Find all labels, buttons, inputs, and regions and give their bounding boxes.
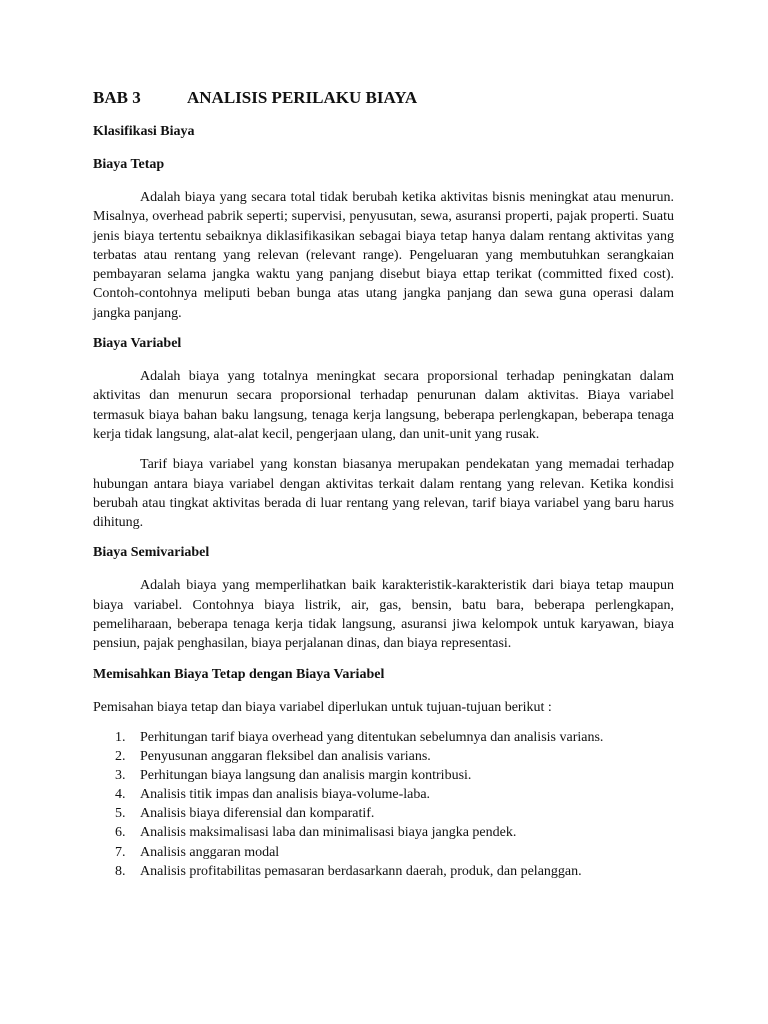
heading-biaya-variabel: Biaya Variabel: [93, 336, 182, 352]
list-item: [93, 747, 674, 766]
list-item: [93, 728, 674, 747]
chapter-title: [93, 87, 674, 109]
list-item-text: Perhitungan tarif biaya overhead yang ditentukan sebelumnya dan analisis varians.: [140, 729, 604, 745]
list-item-text: Penyusunan anggaran fleksibel dan analisis varians.: [140, 749, 431, 765]
list-item-text: Analisis anggaran modal: [140, 844, 280, 860]
chapter-name: ANALISIS PERILAKU BIAYA: [187, 88, 418, 107]
heading-memisahkan-biaya: Memisahkan Biaya Tetap dengan Biaya Variabel: [93, 666, 385, 682]
list-item-text: Analisis maksimalisasi laba dan minimalisasi biaya jangka pendek.: [140, 825, 517, 841]
list-item-number: 7.: [115, 844, 126, 860]
document-page: [93, 87, 674, 881]
list-item-number: 4.: [115, 787, 126, 803]
list-item-number: 3.: [115, 768, 126, 784]
list-item-text: Analisis titik impas dan analisis biaya-volume-laba.: [140, 787, 431, 803]
list-item-text: Perhitungan biaya langsung dan analisis margin kontribusi.: [140, 768, 472, 784]
list-item: [93, 843, 674, 862]
list-item: [93, 823, 674, 842]
list-item-number: 2.: [115, 749, 126, 765]
list-item-number: 8.: [115, 863, 126, 879]
heading-biaya-semivariabel: Biaya Semivariabel: [93, 545, 210, 561]
chapter-number: BAB 3: [93, 88, 141, 107]
heading-biaya-tetap: Biaya Tetap: [93, 157, 165, 172]
paragraph-pemisahan-intro: Pemisahan biaya tetap dan biaya variabel diperlukan untuk tujuan-tujuan berikut :: [93, 699, 552, 715]
purpose-list: [93, 728, 674, 881]
list-item-number: 5.: [115, 806, 126, 822]
heading-klasifikasi-biaya: Klasifikasi Biaya: [93, 124, 195, 139]
list-item: [93, 804, 674, 823]
paragraph-biaya-tetap: Adalah biaya yang secara total tidak berubah ketika aktivitas bisnis meningkat atau menurun. Misalnya, overhead pabrik seperti; supervisi, penyusutan, sewa, asuransi properti, pajak properti. Suatu jenis biaya tertentu sebaiknya diklasifikasikan sebagai biaya tetap hanya dalam rentang aktivitas yang terbatas atau rentang yang relevan (relevant range). Pengeluaran yang membutuhkan serangkaian pembayaran selama jangka waktu yang panjang disebut biaya ettap terikat (committed fixed cost). Contoh-contohnya meliputi beban bunga atas utang jangka panjang dan sewa guna operasi dalam jangka panjang.: [93, 190, 674, 321]
list-item-text: Analisis profitabilitas pemasaran berdasarkann daerah, produk, dan pelanggan.: [140, 863, 582, 879]
list-item-number: 6.: [115, 825, 126, 841]
paragraph-biaya-variabel-1: Adalah biaya yang totalnya meningkat secara proporsional terhadap peningkatan dalam aktivitas dan menurun secara proporsional terhadap penurunan dalam aktivitas. Biaya variabel termasuk biaya bahan baku langsung, tenaga kerja langsung, beberapa perlengkapan, beberapa tenaga kerja tidak langsung, alat-alat kecil, pengerjaan ulang, dan unit-unit yang rusak.: [93, 369, 674, 442]
list-item: [93, 766, 674, 785]
list-item: [93, 862, 674, 881]
list-item-text: Analisis biaya diferensial dan komparatif.: [140, 806, 375, 822]
paragraph-biaya-variabel-2: Tarif biaya variabel yang konstan biasanya merupakan pendekatan yang memadai terhadap hubungan antara biaya variabel dengan aktivitas terkait dalam rentang yang relevan. Ketika kondisi berubah atau tingkat aktivitas berada di luar rentang yang relevan, tarif biaya variabel yang baru harus dihitung.: [93, 457, 674, 531]
list-item: [93, 785, 674, 804]
paragraph-biaya-semivariabel: Adalah biaya yang memperlihatkan baik karakteristik-karakteristik dari biaya tetap maupun biaya variabel. Contohnya biaya listrik, air, gas, bensin, batu bara, beberapa perlengkapan, pemeliharaan, beberapa tenaga kerja tidak langsung, asuransi jiwa kelompok untuk karyawan, biaya pensiun, pajak penghasilan, biaya perjalanan dinas, dan biaya representasi.: [93, 578, 674, 652]
list-item-number: 1.: [115, 729, 126, 745]
